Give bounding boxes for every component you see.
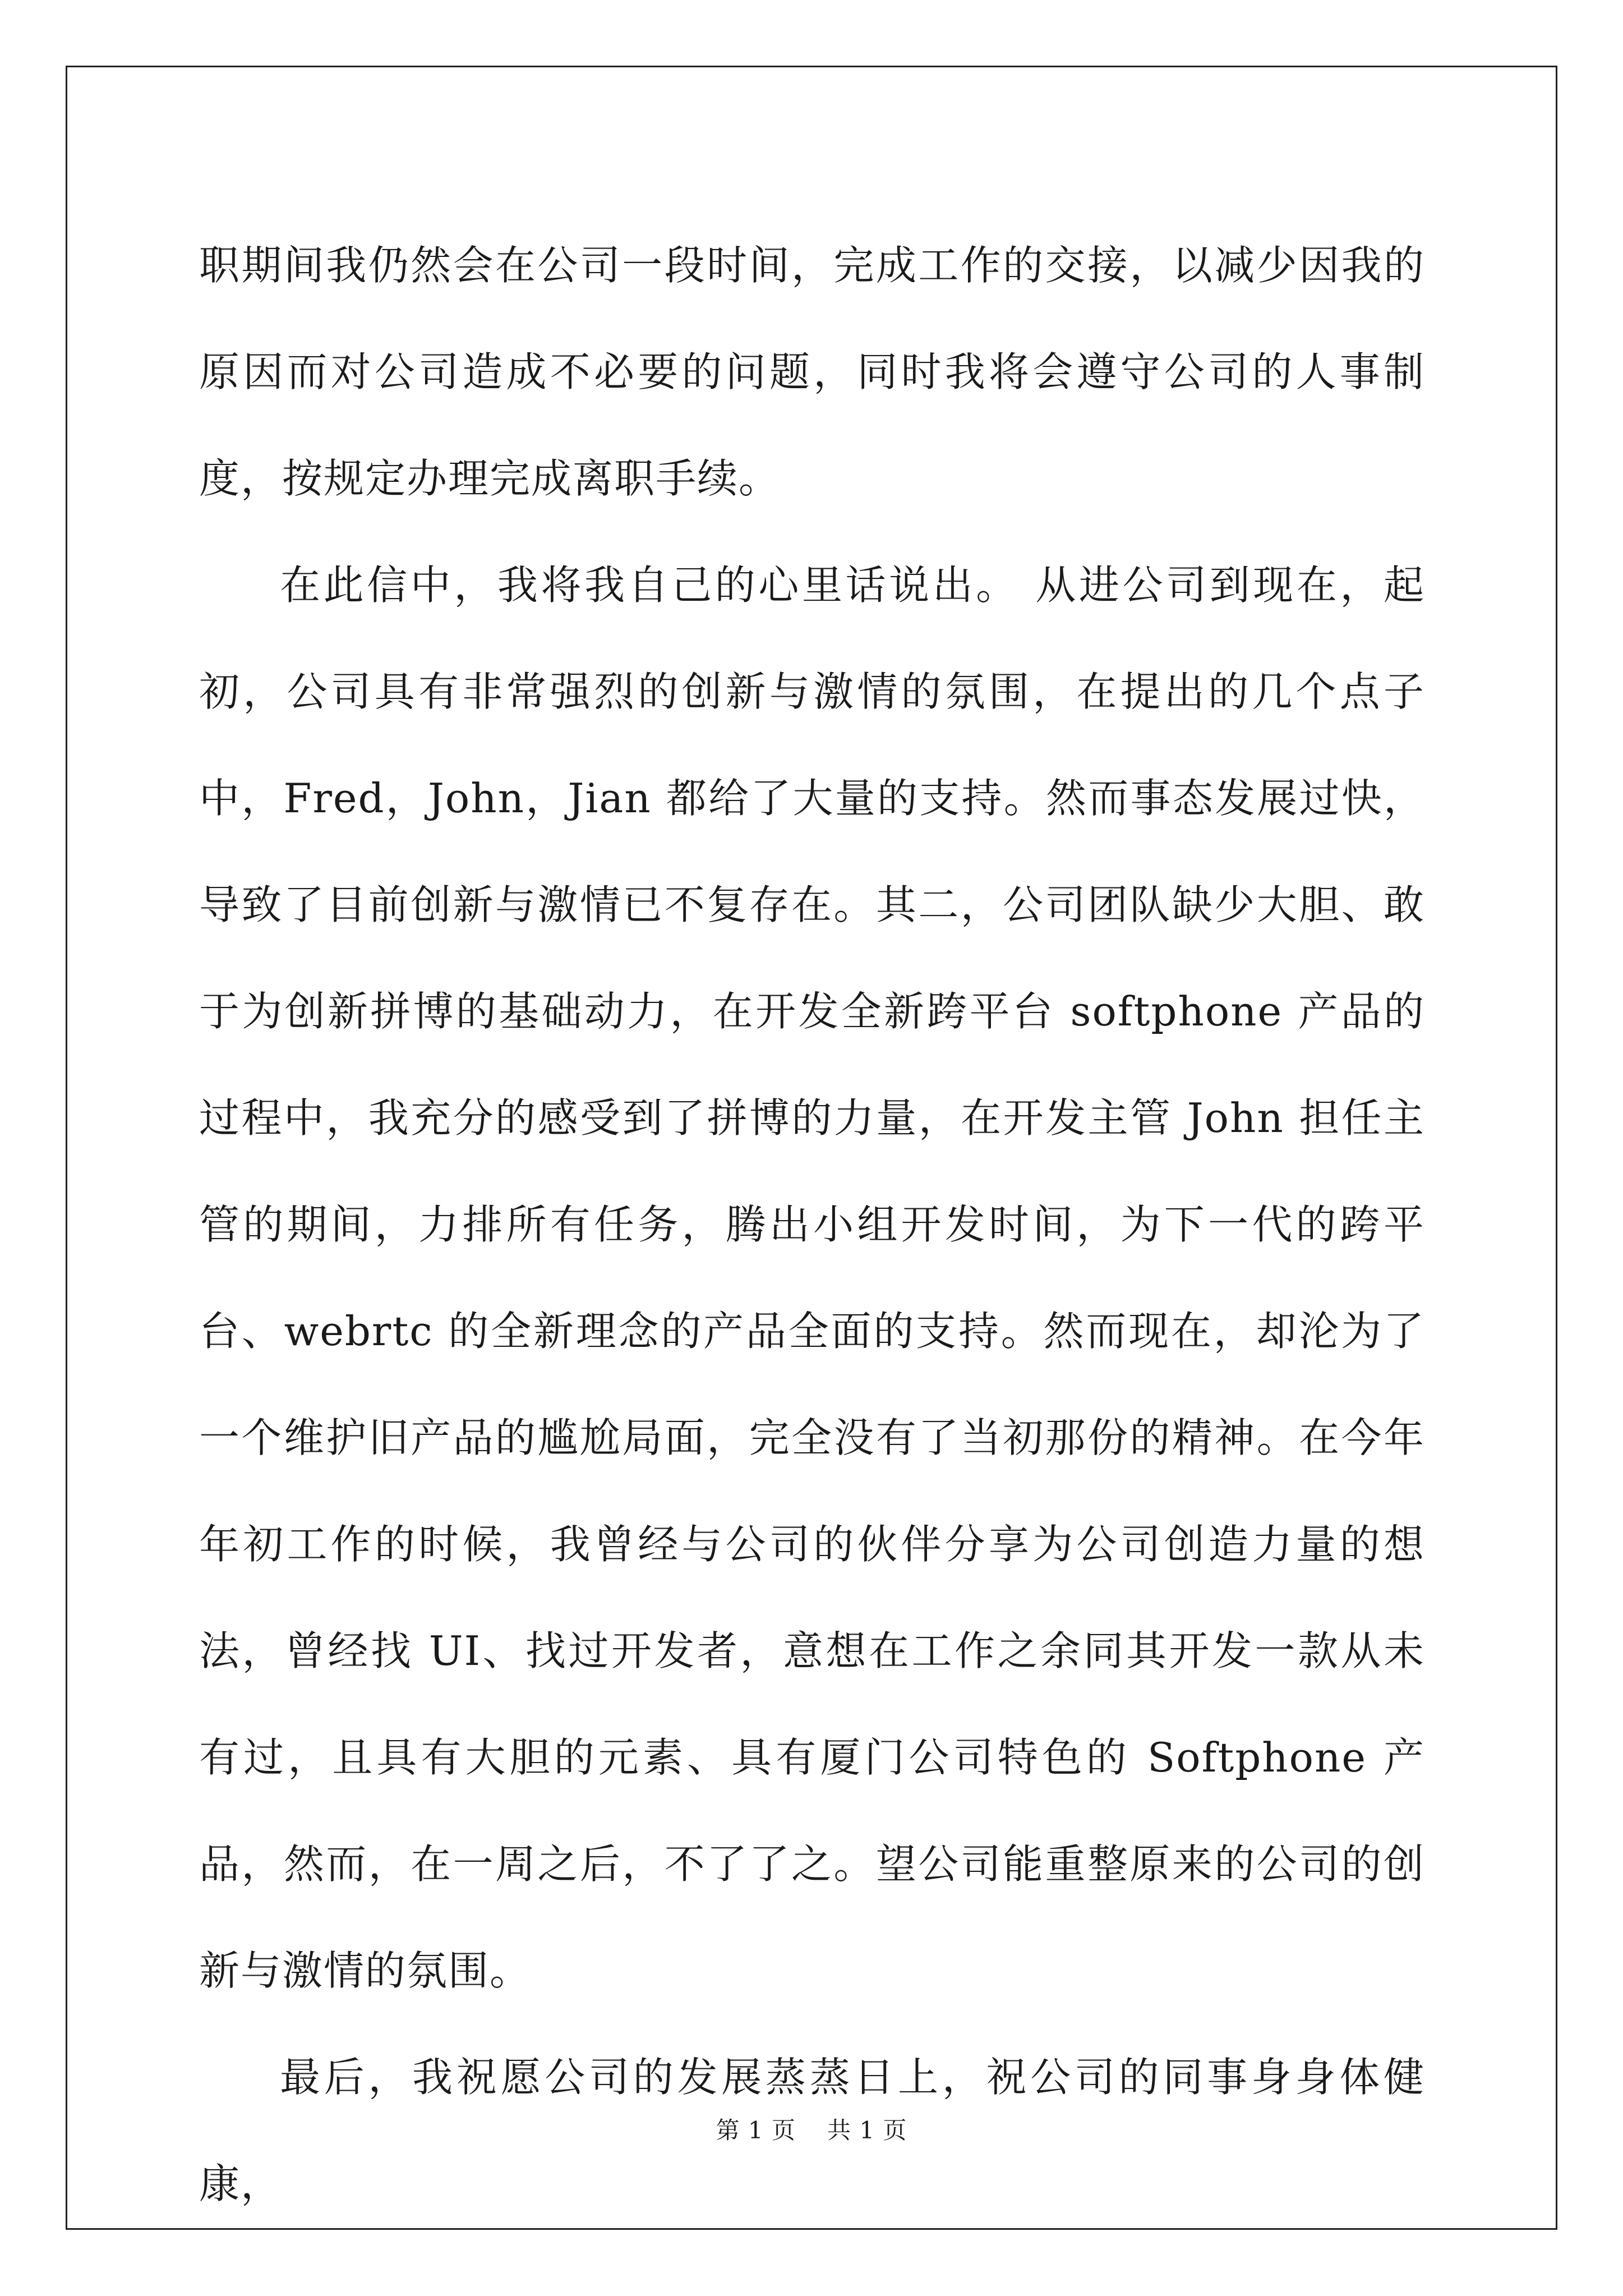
- page-footer: [0, 2114, 1623, 2147]
- document-body: [199, 212, 1425, 2237]
- paragraph-handover: 职期间我仍然会在公司一段时间，完成工作的交接，以减少因我的原因而对公司造成不必要的问题，同时我将会遵守公司的人事制度，按规定办理完成离职手续。: [199, 242, 1425, 502]
- page-total: 共 1 页: [827, 2116, 907, 2144]
- paragraph-reasons: 在此信中，我将我自己的心里话说出。 从进公司到现在，起初，公司具有非常强烈的创新与激情的氛围，在提出的几个点子中，Fred，John，Jian 都给了大量的支持。然而事态发展过快，导致了目前创新与激情已不复存在。其二，公司团队缺少大胆、敢于为创新拼博的基础动力，在开发全新跨平台 softphone 产品的过程中，我充分的感受到了拼博的力量，在开发主管 John 担任主管的期间，力排所有任务，腾出小组开发时间，为下一代的跨平台、webrtc 的全新理念的产品全面的支持。然而现在，却沦为了一个维护旧产品的尴尬局面，完全没有了当初那份的精神。在今年年初工作的时候，我曾经与公司的伙伴分享为公司创造力量的想法，曾经找 UI、找过开发者，意想在工作之余同其开发一款从未有过，且具有大胆的元素、具有厦门公司特色的 Softphone 产品，然而，在一周之后，不了了之。望公司能重整原来的公司的创新与激情的氛围。: [199, 562, 1425, 1994]
- page-number: 第 1 页: [716, 2116, 796, 2144]
- paragraph-closing: 最后，我祝愿公司的发展蒸蒸日上，祝公司的同事身身体健康，: [199, 2054, 1425, 2207]
